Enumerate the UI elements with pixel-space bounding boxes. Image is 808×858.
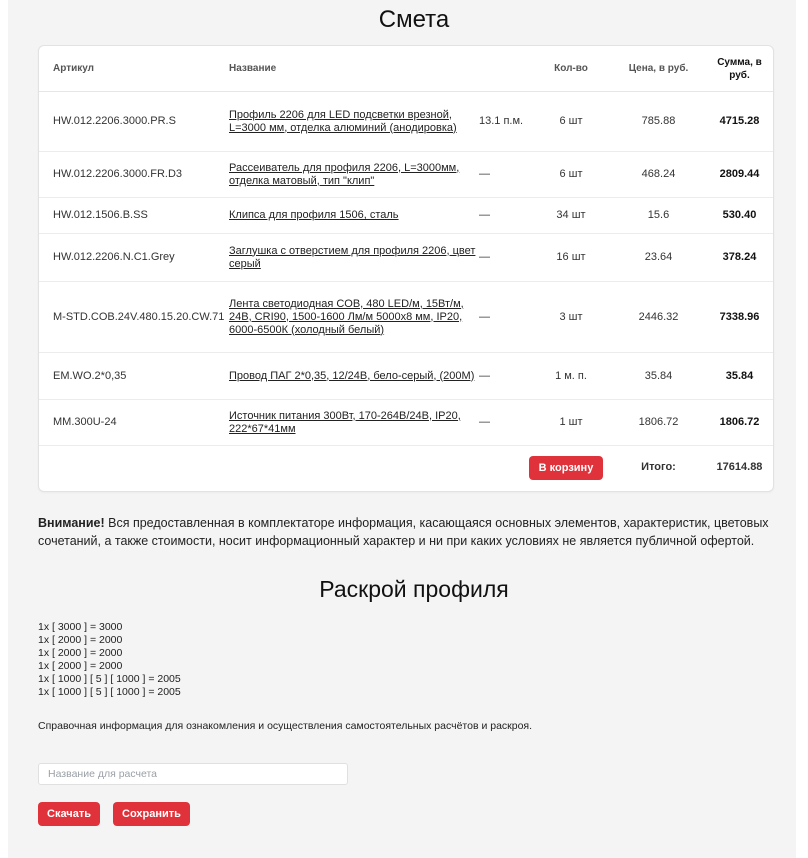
row-qty: 16 шт bbox=[531, 234, 611, 282]
row-unit: — bbox=[479, 353, 531, 400]
page-title: Смета bbox=[378, 6, 450, 33]
row-unit: — bbox=[479, 198, 531, 234]
row-price: 2446.32 bbox=[611, 282, 706, 353]
row-price: 785.88 bbox=[611, 92, 706, 152]
table-row bbox=[39, 198, 773, 234]
calculation-name-input[interactable] bbox=[38, 763, 348, 785]
cutting-line: 1x [ 2000 ] = 2000 bbox=[38, 647, 123, 659]
table-row bbox=[39, 92, 773, 152]
header-article: Артикул bbox=[39, 46, 229, 92]
download-button[interactable]: Скачать bbox=[38, 802, 100, 826]
header-unit bbox=[479, 46, 531, 92]
cutting-line: 1x [ 1000 ] [ 5 ] [ 1000 ] = 2005 bbox=[38, 673, 181, 685]
row-price: 15.6 bbox=[611, 198, 706, 234]
row-sum: 1806.72 bbox=[706, 400, 773, 446]
cutting-line: 1x [ 2000 ] = 2000 bbox=[38, 634, 123, 646]
row-name-link[interactable]: Лента светодиодная COB, 480 LED/м, 15Вт/м, 24В, CRI90, 1500-1600 Лм/м 5000х8 мм, IP20, 6000-6500К (холодный белый) bbox=[229, 297, 464, 336]
table-row bbox=[39, 152, 773, 198]
header-qty: Кол-во bbox=[531, 46, 611, 92]
notice-body: Вся предоставленная в комплектаторе информация, касающаяся основных элементов, характеристик, цветовых сочетаний, а также стоимости, носит информационный характер и ни при каких условиях не является публичной офертой. bbox=[38, 516, 769, 548]
header-sum: Сумма, в руб. bbox=[706, 46, 773, 92]
table-row bbox=[39, 234, 773, 282]
estimate-card bbox=[38, 45, 774, 492]
row-price: 23.64 bbox=[611, 234, 706, 282]
save-button[interactable]: Сохранить bbox=[113, 802, 190, 826]
total-row bbox=[39, 446, 773, 490]
row-unit: — bbox=[479, 152, 531, 198]
row-article: HW.012.2206.3000.PR.S bbox=[39, 92, 229, 152]
cutting-line: 1x [ 2000 ] = 2000 bbox=[38, 660, 123, 672]
cutting-line: 1x [ 3000 ] = 3000 bbox=[38, 621, 123, 633]
info-text: Справочная информация для ознакомления и осуществления самостоятельных расчётов и раскроя. bbox=[38, 720, 533, 732]
row-sum: 378.24 bbox=[706, 234, 773, 282]
row-qty: 34 шт bbox=[531, 198, 611, 234]
row-article: MM.300U-24 bbox=[39, 400, 229, 446]
notice-text bbox=[38, 514, 778, 550]
row-article: EM.WO.2*0,35 bbox=[39, 353, 229, 400]
row-price: 35.84 bbox=[611, 353, 706, 400]
row-name-link[interactable]: Клипса для профиля 1506, сталь bbox=[229, 209, 399, 221]
row-sum: 35.84 bbox=[706, 353, 773, 400]
total-label: Итого: bbox=[641, 461, 676, 474]
cutting-title: Раскрой профиля bbox=[319, 576, 509, 602]
page bbox=[8, 0, 796, 858]
row-price: 468.24 bbox=[611, 152, 706, 198]
cutting-line: 1x [ 1000 ] [ 5 ] [ 1000 ] = 2005 bbox=[38, 686, 181, 698]
row-unit: — bbox=[479, 234, 531, 282]
estimate-table bbox=[39, 46, 773, 490]
row-name-link[interactable]: Рассеиватель для профиля 2206, L=3000мм, отделка матовый, тип "клип" bbox=[229, 161, 460, 187]
row-unit: 13.1 п.м. bbox=[479, 92, 531, 152]
row-name-link[interactable]: Профиль 2206 для LED подсветки врезной, L=3000 мм, отделка алюминий (анодировка) bbox=[229, 108, 457, 134]
row-qty: 6 шт bbox=[531, 152, 611, 198]
table-row bbox=[39, 400, 773, 446]
row-unit: — bbox=[479, 400, 531, 446]
row-name-link[interactable]: Источник питания 300Вт, 170-264В/24В, IP20, 222*67*41мм bbox=[229, 409, 461, 435]
row-qty: 1 м. п. bbox=[531, 353, 611, 400]
row-name-link[interactable]: Провод ПАГ 2*0,35, 12/24В, бело-серый, (200М) bbox=[229, 369, 475, 382]
row-name-link[interactable]: Заглушка с отверстием для профиля 2206, цвет серый bbox=[229, 244, 476, 270]
row-article: HW.012.2206.N.C1.Grey bbox=[39, 234, 229, 282]
row-qty: 1 шт bbox=[531, 400, 611, 446]
row-qty: 3 шт bbox=[531, 282, 611, 353]
row-sum: 530.40 bbox=[706, 198, 773, 234]
add-to-cart-button[interactable]: В корзину bbox=[529, 456, 603, 480]
row-article: M-STD.COB.24V.480.15.20.CW.71 bbox=[39, 282, 229, 353]
notice-bold: Внимание! bbox=[38, 516, 105, 530]
table-row bbox=[39, 353, 773, 400]
row-sum: 2809.44 bbox=[706, 152, 773, 198]
table-header-row bbox=[39, 46, 773, 92]
total-value: 17614.88 bbox=[716, 461, 763, 474]
row-article: HW.012.1506.B.SS bbox=[39, 198, 229, 234]
row-price: 1806.72 bbox=[611, 400, 706, 446]
header-price: Цена, в руб. bbox=[611, 46, 706, 92]
row-qty: 6 шт bbox=[531, 92, 611, 152]
row-sum: 7338.96 bbox=[706, 282, 773, 353]
header-name: Название bbox=[229, 46, 479, 92]
row-unit: — bbox=[479, 282, 531, 353]
table-row bbox=[39, 282, 773, 353]
row-article: HW.012.2206.3000.FR.D3 bbox=[39, 152, 229, 198]
row-sum: 4715.28 bbox=[706, 92, 773, 152]
cutting-list bbox=[38, 621, 181, 699]
